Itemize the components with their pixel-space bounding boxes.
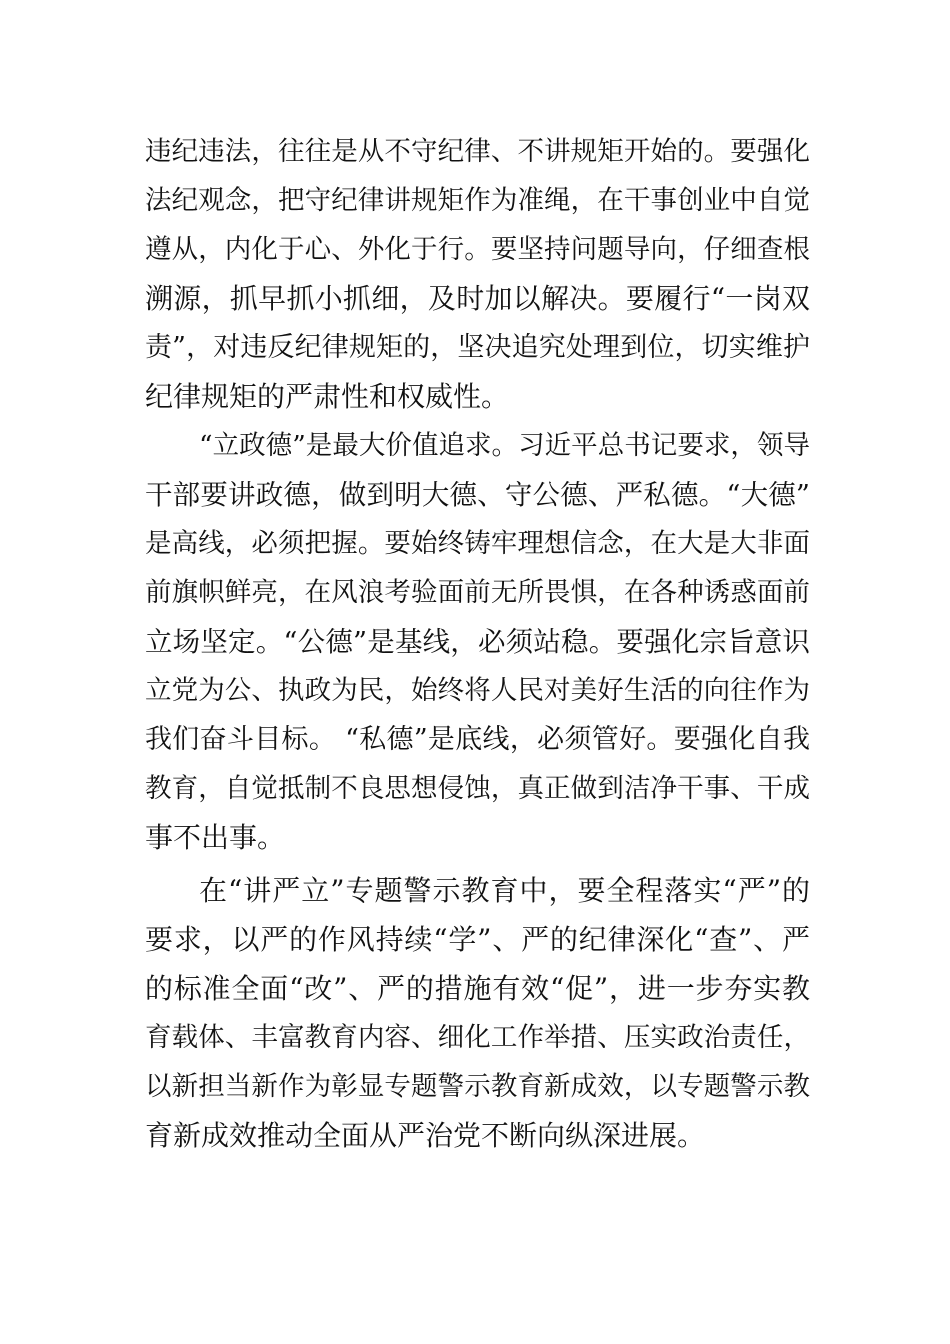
- paragraph-3-line-5: 以新担当新作为彰显专题警示教育新成效，以专题警示教: [145, 1071, 810, 1102]
- paragraph-2-line-5: 立场坚定。“公德”是基线，必须站稳。要强化宗旨意识: [145, 626, 810, 658]
- paragraph-1-line-6: 纪律规矩的严肃性和权威性。: [145, 380, 510, 413]
- paragraph-1-line-1: 违纪违法，往往是从不守纪律、不讲规矩开始的。要强化: [145, 136, 810, 167]
- paragraph-3-line-6: 育新成效推动全面从严治党不断向纵深进展。: [145, 1119, 706, 1152]
- paragraph-2-line-4: 前旗帜鲜亮，在风浪考验面前无所畏惧，在各种诱惑面前: [145, 577, 810, 608]
- paragraph-2-line-2: 干部要讲政德，做到明大德、守公德、严私德。“大德”: [145, 479, 810, 511]
- paragraph-3-line-4: 育载体、丰富教育内容、细化工作举措、压实政治责任，: [145, 1022, 810, 1053]
- paragraph-3-line-3: 的标准全面“改”、严的措施有效“促”，进一步夯实教: [145, 972, 810, 1005]
- paragraph-1-line-2: 法纪观念，把守纪律讲规矩作为准绳，在干事创业中自觉: [145, 185, 810, 216]
- paragraph-2-line-1: “立政德”是最大价值追求。习近平总书记要求，领导: [199, 430, 810, 461]
- paragraph-1-line-3: 遵从，内化于心、外化于行。要坚持问题导向，仔细查根: [145, 234, 810, 265]
- paragraph-1-line-5: 责”，对违反纪律规矩的，坚决追究处理到位，切实维护: [145, 332, 810, 363]
- paragraph-2-line-3: 是高线，必须把握。要始终铸牢理想信念，在大是大非面: [145, 528, 810, 559]
- paragraph-2-line-9: 事不出事。: [145, 821, 286, 854]
- paragraph-2-line-8: 教育，自觉抵制不良思想侵蚀，真正做到洁净干事、干成: [145, 773, 810, 804]
- paragraph-3-line-1: 在“讲严立”专题警示教育中，要全程落实“严”的: [199, 874, 810, 907]
- paragraph-2-line-7: 我们奋斗目标。 “私德”是底线，必须管好。要强化自我: [145, 724, 810, 755]
- paragraph-3-line-2: 要求，以严的作风持续“学”、严的纪律深化“查”、严: [145, 923, 810, 956]
- paragraph-2-line-6: 立党为公、执政为民，始终将人民对美好生活的向往作为: [145, 675, 810, 706]
- paragraph-1-line-4: 溯源，抓早抓小抓细，及时加以解决。要履行“一岗双: [145, 282, 810, 315]
